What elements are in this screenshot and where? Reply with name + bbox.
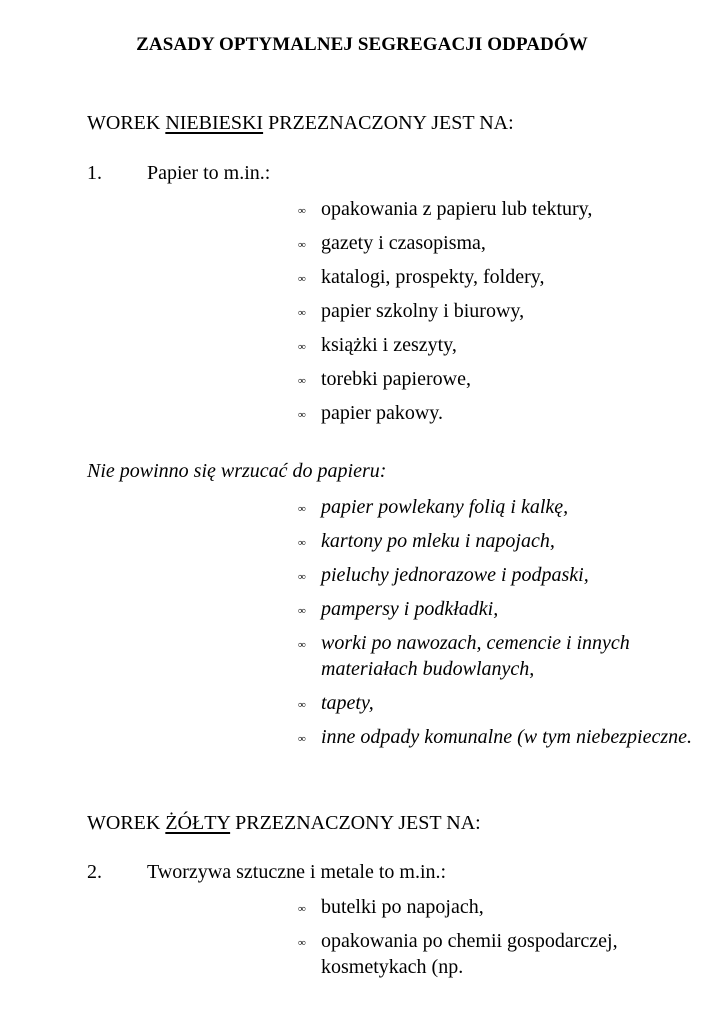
list-item [298,724,698,750]
list-item-text: pieluchy jednorazowe i podpaski, [321,564,589,586]
list-item-text: papier powlekany folią i kalkę, [321,496,569,518]
list-item [298,690,698,716]
heading-color-word: NIEBIESKI [165,112,264,134]
list-item [298,630,698,682]
bullet-icon: ∞ [298,903,306,915]
item-number: 2. [87,861,102,883]
bullet-icon: ∞ [298,503,306,515]
list-item [298,528,698,554]
bullet-icon: ∞ [298,699,306,711]
list-item [298,196,698,222]
bullet-icon: ∞ [298,605,306,617]
paper-allowed-list [298,196,698,434]
section-heading-yellow-bag [87,812,481,835]
item-label: Tworzywa sztuczne i metale to m.in.: [147,861,447,883]
list-item-text: opakowania po chemii gospodarczej, kosmetykach (np. [321,930,618,978]
list-item-text: butelki po napojach, [321,896,484,918]
list-item-text: papier szkolny i biurowy, [321,300,525,322]
heading-color-word: ŻÓŁTY [165,812,231,834]
list-item-text: kartony po mleku i napojach, [321,530,555,552]
item-label: Papier to m.in.: [147,162,271,184]
list-item-text: torebki papierowe, [321,368,471,390]
bullet-icon: ∞ [298,239,306,251]
list-item [298,928,698,980]
list-item-text: inne odpady komunalne (w tym niebezpieczne. [321,726,693,748]
bullet-icon: ∞ [298,375,306,387]
list-item-text: gazety i czasopisma, [321,232,486,254]
list-item [298,400,698,426]
list-item [298,596,698,622]
numbered-item-plastics-metals [87,861,446,884]
paper-exclusions-heading: Nie powinno się wrzucać do papieru: [87,460,387,482]
bullet-icon: ∞ [298,273,306,285]
bullet-icon: ∞ [298,571,306,583]
heading-prefix: WOREK [87,112,166,134]
list-item [298,332,698,358]
section-heading-blue-bag [87,112,514,135]
document-title: ZASADY OPTYMALNEJ SEGREGACJI ODPADÓW [136,34,588,55]
bullet-icon: ∞ [298,733,306,745]
heading-prefix: WOREK [87,812,166,834]
list-item [298,230,698,256]
bullet-icon: ∞ [298,341,306,353]
bullet-icon: ∞ [298,639,306,651]
list-item [298,298,698,324]
plastics-allowed-list [298,894,698,988]
item-number: 1. [87,162,102,184]
list-item [298,894,698,920]
bullet-icon: ∞ [298,307,306,319]
bullet-icon: ∞ [298,937,306,949]
list-item [298,494,698,520]
list-item-text: pampersy i podkładki, [321,598,499,620]
list-item-text: tapety, [321,692,374,714]
paper-excluded-list [298,494,698,758]
list-item [298,562,698,588]
list-item-text: worki po nawozach, cemencie i innych materiałach budowlanych, [321,632,630,680]
heading-suffix: PRZEZNACZONY JEST NA: [263,112,514,134]
list-item [298,264,698,290]
list-item-text: katalogi, prospekty, foldery, [321,266,545,288]
list-item-text: książki i zeszyty, [321,334,457,356]
heading-suffix: PRZEZNACZONY JEST NA: [230,812,481,834]
numbered-item-paper [87,162,270,185]
bullet-icon: ∞ [298,537,306,549]
list-item-text: papier pakowy. [321,402,443,424]
list-item [298,366,698,392]
list-item-text: opakowania z papieru lub tektury, [321,198,593,220]
bullet-icon: ∞ [298,409,306,421]
bullet-icon: ∞ [298,205,306,217]
